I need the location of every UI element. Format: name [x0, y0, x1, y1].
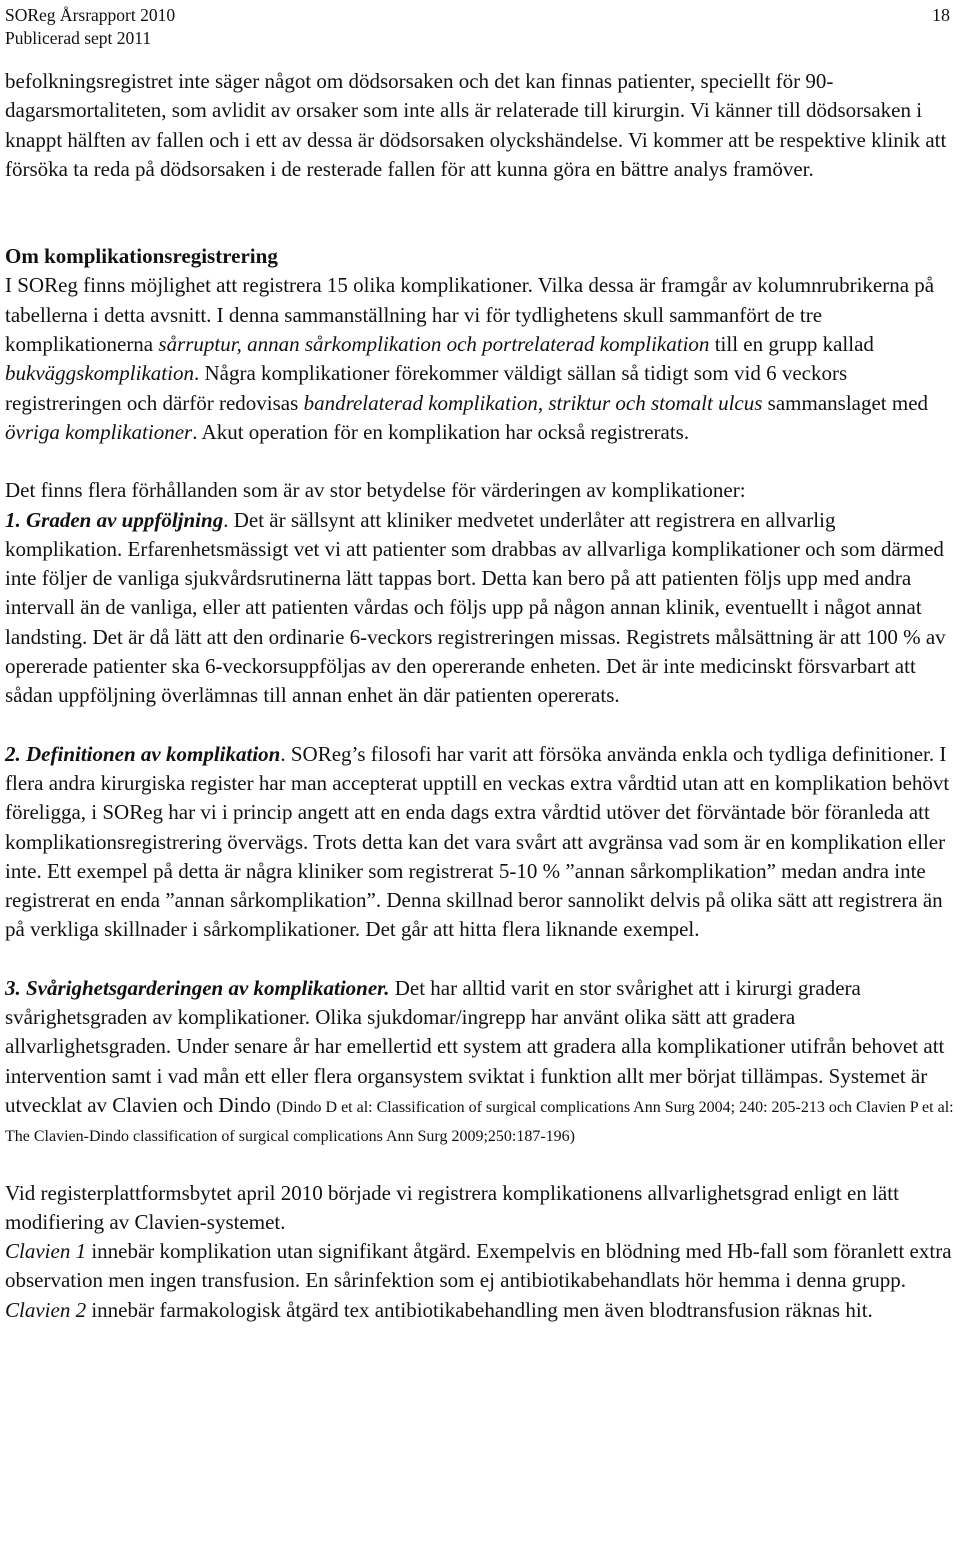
publication-date: Publicerad sept 2011 [5, 28, 152, 48]
paragraph-followup: 1. Graden av uppföljning. Det är sällsynt att kliniker medvetet underlåter att registrera en allvarlig komplikation. Erfarenhetsmässigt vet vi att patienter som drabbas av allvarliga komplikationer och som därmed inte följer de vanliga sjukvårdsrutinerna lätt tappas bort. Detta kan bero på att patienten följs upp med andra intervall än de vanliga, eller att patienten vårdas och följs upp på någon annan klinik, eventuellt i något annat landsting. Det är då lätt att den ordinarie 6-veckors registreringen missas. Registrets målsättning är att 100 % av opererade patienter ska 6-veckorsuppföljas av den opererande enheten. Det är inte medicinskt försvarbart att sådan uppföljning överlämnas till annan enhet än där patienten opererats. [5, 507, 946, 708]
paragraph-clavien-2: Clavien 2 innebär farmakologisk åtgärd tex antibiotikabehandling men även blodtransfusion räknas hit. [5, 1297, 873, 1322]
paragraph-complications: I SOReg finns möjlighet att registrera 15 olika komplikationer. Vilka dessa är framgår av kolumnrubrikerna på tabellerna i detta avsnitt. I denna sammanställning har vi för tydlighetens skull sammanfört de tre komplikationerna sårruptur, annan sårkomplikation och portrelaterad komplikation till en grupp kallad bukväggskomplikation. Några komplikationer förekommer väldigt sällan så tidigt som vid 6 veckors registreringen och därför redovisas bandrelaterad komplikation, striktur och stomalt ulcus sammanslaget med övriga komplikationer. Akut operation för en komplikation har också registrerats. [5, 273, 935, 444]
point-3-heading: 3. Svårighetsgarderingen av komplikationer. [5, 975, 390, 1000]
clavien-2-term: Clavien 2 [5, 1297, 87, 1322]
paragraph-clavien-1: Clavien 1 innebär komplikation utan signifikant åtgärd. Exempelvis en blödning med Hb-fall som föranlett extra observation men ingen transfusion. En sårinfektion som ej antibiotikabehandlats hör hemma i denna grupp. [5, 1239, 952, 1293]
clavien-1-term: Clavien 1 [5, 1239, 87, 1264]
paragraph-definition: 2. Definitionen av komplikation. SOReg’s filosofi har varit att försöka använda enkla och tydliga definitioner. I flera andra kirurgiska register har man accepterat upptill en veckas extra vårdtid utan att en komplikation behövt föreligga, i SOReg har vi i princip angett att en enda dags extra vårdtid utöver det förväntade bör föranleda att komplikationsregistrering övervägs. Trots detta kan det vara svårt att avgränsa vad som är en komplikation eller inte. Ett exempel på detta är några kliniker som registrerat 5-10 % ”annan sårkomplikation” medan andra inte registrerat en enda ”annan sårkomplikation”. Denna skillnad beror sannolikt delvis på olika sätt att registrera än på verkliga skillnader i sårkomplikationer. Det går att hitta flera liknande exempel. [5, 741, 950, 942]
paragraph-registration: Vid registerplattformsbytet april 2010 började vi registrera komplikationens allvarlighetsgrad enligt en lätt modifiering av Clavien-systemet. [5, 1180, 899, 1234]
citation: (Dindo D et al: Classification of surgical complications Ann Surg 2004; 240: 205-213 och Clavien P et al: The Clavien-Dindo classification of surgical complications Ann Surg 2009;250:187-196) [5, 1098, 954, 1146]
section-heading: Om komplikationsregistrering [5, 244, 278, 269]
point-2-heading: 2. Definitionen av komplikation [5, 741, 281, 766]
paragraph-factors-intro: Det finns flera förhållanden som är av stor betydelse för värderingen av komplikationer: [5, 478, 746, 503]
document-body [5, 67, 955, 1325]
paragraph-mortality: befolkningsregistret inte säger något om dödsorsaken och det kan finnas patienter, speciellt för 90-dagarsmortaliteten, som avlidit av orsaker som inte alls är relaterade till kirurgin. Vi känner till dödsorsaken i knappt hälften av fallen och i ett av dessa är dödsorsaken olyckshändelse. Vi kommer att be respektive klinik att försöka ta reda på dödsorsaken i de resterade fallen för att kunna göra en bättre analys framöver. [5, 69, 947, 181]
page-number: 18 [932, 5, 950, 25]
report-title: SOReg Årsrapport 2010 [5, 5, 176, 25]
paragraph-severity: 3. Svårighetsgarderingen av komplikationer. Det har alltid varit en stor svårighet att i kirurgi gradera svårighetsgraden av komplikationer. Olika sjukdomar/ingrepp har använt olika sätt att gradera allvarlighetsgraden. Under senare år har emellertid ett system att gradera alla komplikationer utifrån behovet att intervention samt i vad mån ett eller flera organsystem sviktat i funktion allt mer börjat tillämpas. Systemet är utvecklat av Clavien och Dindo (Dindo D et al: Classification of surgical complications Ann Surg 2004; 240: 205-213 och Clavien P et al: The Clavien-Dindo classification of surgical complications Ann Surg 2009;250:187-196) [5, 975, 954, 1146]
point-1-heading: 1. Graden av uppföljning [5, 507, 224, 532]
page-header [5, 4, 175, 50]
